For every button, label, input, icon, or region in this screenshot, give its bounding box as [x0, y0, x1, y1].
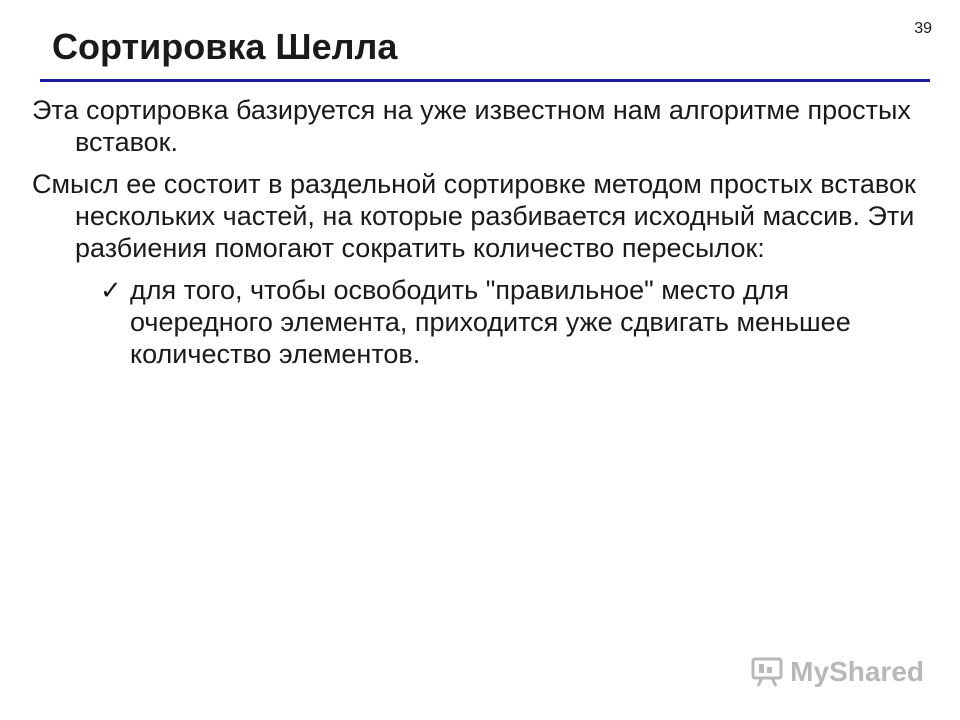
- watermark-text: MyShared: [790, 656, 924, 687]
- watermark: [750, 656, 924, 688]
- paragraph: Эта сортировка базируется на уже известном нам алгоритме простых вставок.: [32, 95, 911, 157]
- sub-list-item: [32, 274, 932, 370]
- paragraph: Смысл ее состоит в раздельной сортировке методом простых вставок нескольких частей, на которые разбивается исходный массив. Эти разбиения помогают сократить количество пересылок:: [32, 169, 916, 263]
- title-rule: [40, 79, 930, 82]
- sub-item-text: для того, чтобы освободить "правильное" место для очередного элемента, приходится уже сдвигать меньшее количество элементов.: [130, 275, 851, 369]
- slide-number: 39: [914, 20, 932, 37]
- check-icon: ✓: [100, 275, 122, 305]
- slide-body: [32, 94, 932, 370]
- presentation-board-icon: [750, 656, 784, 688]
- slide-title: Сортировка Шелла: [52, 26, 398, 67]
